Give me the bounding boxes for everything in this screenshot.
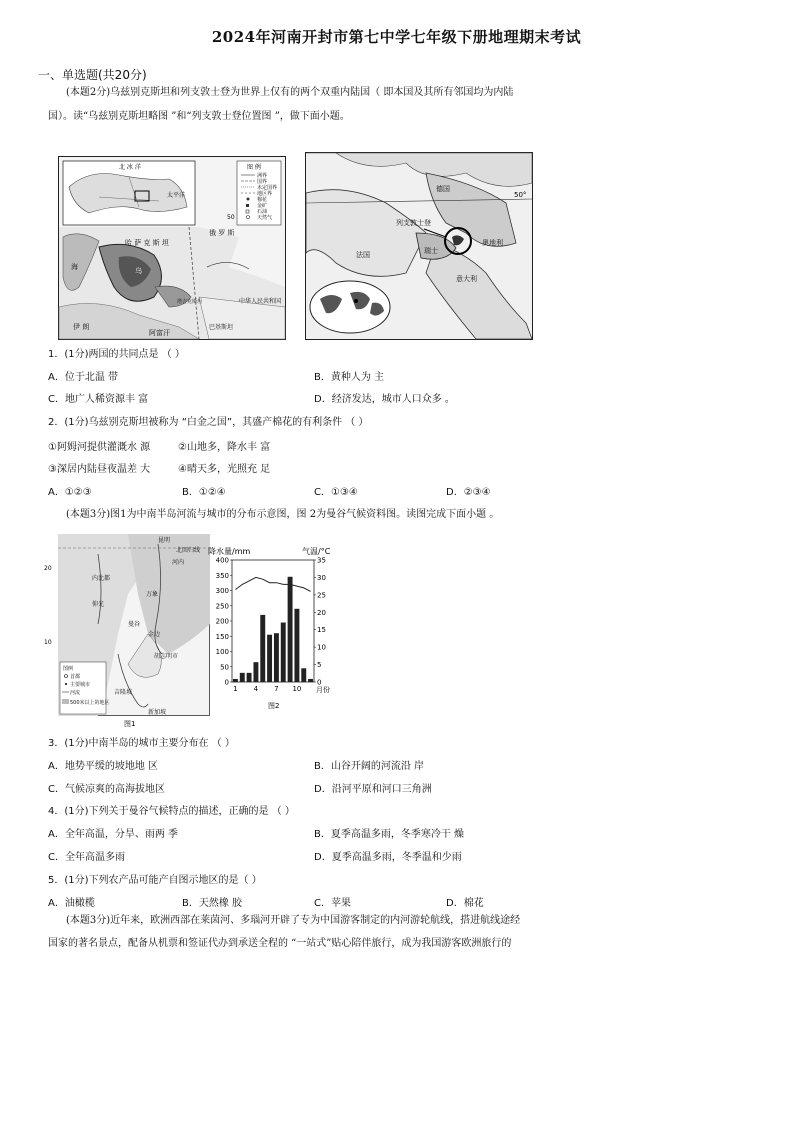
option-c[interactable]: C．全年高温多雨 bbox=[48, 852, 125, 863]
precip-bar bbox=[288, 577, 293, 682]
option-b[interactable]: B．山谷开阔的河流沿 岸 bbox=[314, 761, 425, 772]
precip-bar bbox=[274, 633, 279, 682]
map-label: 瑞士 bbox=[424, 247, 438, 255]
option-b[interactable]: B．夏季高温多雨，冬季寒冷干 燥 bbox=[314, 829, 465, 840]
right-tick-label: 30 bbox=[317, 573, 326, 582]
map-label: 哈 萨 克 斯 坦 bbox=[125, 239, 169, 247]
intro-text: 国）。读“乌兹别克斯坦略图 ”和“列支敦士登位置图 ”，做下面小题。 bbox=[48, 111, 350, 122]
x-tick-label: 7 bbox=[274, 685, 279, 693]
page-title: 2024年河南开封市第七中学七年级下册地理期末考试 bbox=[211, 28, 582, 46]
option-b[interactable]: B．天然橡 胶 bbox=[182, 898, 243, 909]
map-label: 意大利 bbox=[456, 275, 477, 283]
left-tick-label: 400 bbox=[215, 556, 229, 565]
map-label: 伊 朗 bbox=[73, 323, 90, 331]
map-label: 中华人民共和国 bbox=[239, 298, 282, 305]
map-label: 河内 bbox=[172, 559, 185, 566]
option-c[interactable]: C．气候凉爽的高海拔地区 bbox=[48, 784, 165, 795]
option-d[interactable]: D．夏季高温多雨，冬季温和少雨 bbox=[314, 852, 462, 863]
intro-text: (本题2分)乌兹别克斯坦和列支敦士登为世界上仅有的两个双重内陆国（ 即本国及其所有邻国均为内陆 bbox=[66, 87, 514, 98]
option-a[interactable]: A．全年高温，分旱、雨两 季 bbox=[48, 829, 179, 840]
liechtenstein-map bbox=[305, 152, 533, 340]
map-label: 北 冰 洋 bbox=[119, 164, 141, 171]
precip-bar bbox=[281, 623, 286, 682]
right-tick-label: 25 bbox=[317, 591, 326, 600]
map-label: 太平洋 bbox=[167, 192, 186, 199]
map-label: 海 bbox=[71, 263, 78, 271]
option-d[interactable]: D．沿河平原和河口三角洲 bbox=[314, 784, 432, 795]
question-3: 3．(1分)中南半岛的城市主要分布在 （ ） bbox=[48, 738, 235, 749]
x-tick-label: 1 bbox=[233, 685, 238, 693]
left-tick-label: 250 bbox=[215, 602, 229, 611]
map-label: 吉隆坡 bbox=[114, 689, 133, 696]
legend-item: 首都 bbox=[70, 674, 81, 680]
precip-bar bbox=[247, 673, 252, 682]
question-5: 5．(1分)下列农产品可能产自图示地区的是（ ） bbox=[48, 875, 262, 886]
figure-caption: 图2 bbox=[268, 702, 280, 710]
option-d[interactable]: D．②③④ bbox=[446, 487, 491, 498]
map-label: 阿富汗 bbox=[149, 329, 170, 337]
legend-item: 棉花 bbox=[257, 197, 268, 203]
legend-item: 石油 bbox=[257, 209, 268, 215]
map-label: 塔吉克斯坦 bbox=[177, 299, 203, 305]
legend-item: 地区界 bbox=[257, 191, 273, 197]
precip-bar bbox=[253, 662, 258, 682]
legend-item: 天然气 bbox=[257, 215, 273, 221]
question-2: 2．(1分)乌兹别克斯坦被称为 “白金之国”，其盛产棉花的有利条件 （ ） bbox=[48, 417, 369, 428]
right-tick-label: 15 bbox=[317, 626, 326, 635]
legend-item: 金矿 bbox=[257, 203, 268, 209]
precip-bar bbox=[233, 679, 238, 682]
legend-item: 国界 bbox=[257, 179, 268, 185]
left-axis-label: 降水量/mm bbox=[208, 547, 251, 556]
precip-bar bbox=[240, 673, 245, 682]
right-tick-label: 35 bbox=[317, 556, 326, 565]
climate-chart bbox=[208, 544, 340, 714]
section-heading: 一、单选题(共20分) bbox=[38, 68, 147, 82]
legend-item: 500米以上的地区 bbox=[70, 700, 110, 706]
map-label: 仰光 bbox=[92, 601, 105, 608]
plot-area bbox=[232, 560, 314, 682]
legend-title: 图例 bbox=[63, 666, 74, 672]
map-label: 北回归线 bbox=[176, 547, 201, 554]
figure-caption: 图1 bbox=[124, 720, 136, 728]
precip-bar bbox=[260, 615, 265, 682]
choice-item: ②山地多，降水丰 富 bbox=[178, 442, 271, 453]
map-label: 新加坡 bbox=[148, 709, 167, 716]
left-tick-label: 350 bbox=[215, 571, 229, 580]
option-d[interactable]: D．棉花 bbox=[446, 898, 484, 909]
map-label: 法国 bbox=[356, 251, 370, 259]
right-axis-label: 气温/°C bbox=[302, 547, 331, 556]
left-tick-label: 300 bbox=[215, 587, 229, 595]
x-tick-label: 4 bbox=[253, 685, 259, 693]
option-c[interactable]: C．地广人稀资源丰 富 bbox=[48, 394, 149, 405]
intro-text: 国家的著名景点，配备从机票和签证代办到承送全程的 “一站式”贴心陪伴旅行，成为我国游客欧洲旅行的 bbox=[48, 938, 512, 949]
legend-title: 图 例 bbox=[247, 164, 261, 171]
intro-text: (本题3分)图1为中南半岛河流与城市的分布示意图，图 2为曼谷气候资料图。读图完成下面小题 。 bbox=[66, 509, 500, 520]
right-tick-label: 5 bbox=[317, 661, 322, 670]
x-axis-label: 月份 bbox=[316, 686, 330, 694]
map-label: 昆明 bbox=[158, 537, 171, 544]
map-label: 金边 bbox=[148, 631, 161, 638]
question-4: 4．(1分)下列关于曼谷气候特点的描述，正确的是 （ ） bbox=[48, 806, 295, 817]
question-1: 1．(1分)两国的共同点是 （ ） bbox=[48, 349, 185, 360]
precip-bar bbox=[301, 668, 306, 682]
left-tick-label: 50 bbox=[220, 663, 229, 672]
legend-item: 洲界 bbox=[257, 173, 268, 179]
map-label: 俄 罗 斯 bbox=[209, 229, 235, 237]
map-label: 曼谷 bbox=[128, 621, 141, 628]
option-d[interactable]: D．经济发达，城市人口众多 。 bbox=[314, 394, 455, 405]
precip-bar bbox=[294, 609, 299, 682]
option-b[interactable]: B．黄种人为 主 bbox=[314, 372, 385, 383]
right-tick-label: 0 bbox=[317, 678, 322, 687]
map-label: 奥地利 bbox=[482, 239, 503, 247]
map-label: 内比都 bbox=[92, 575, 111, 582]
option-c[interactable]: C．苹果 bbox=[314, 898, 351, 909]
map-label: 胡志明市 bbox=[154, 653, 179, 660]
option-a[interactable]: A．油橄榄 bbox=[48, 898, 95, 909]
map-label: 列支敦士登 bbox=[396, 219, 431, 227]
legend-item: 主要城市 bbox=[70, 682, 91, 688]
option-b[interactable]: B．①②④ bbox=[182, 487, 226, 498]
choice-item: ④晴天多，光照充 足 bbox=[178, 464, 271, 475]
lat-label: 10 bbox=[44, 639, 52, 646]
x-tick-label: 10 bbox=[292, 685, 302, 693]
uzbekistan-map bbox=[58, 156, 286, 340]
legend-item: 河流 bbox=[70, 690, 81, 696]
left-tick-label: 0 bbox=[224, 678, 229, 687]
choice-item: ①阿姆河提供灌溉水 源 bbox=[48, 442, 151, 453]
right-tick-label: 20 bbox=[317, 608, 326, 617]
left-tick-label: 100 bbox=[215, 648, 229, 656]
option-a[interactable]: A．地势平缓的坡地地 区 bbox=[48, 761, 159, 772]
map-label: 万象 bbox=[146, 591, 159, 598]
left-tick-label: 200 bbox=[215, 617, 229, 626]
left-tick-label: 150 bbox=[215, 632, 229, 641]
intro-text: (本题3分)近年来，欧洲西部在莱茵河、多瑙河开辟了专为中国游客制定的内河游轮航线，搭进航线途经 bbox=[66, 915, 521, 926]
option-c[interactable]: C．①③④ bbox=[314, 487, 358, 498]
precip-bar bbox=[308, 679, 313, 682]
indochina-map bbox=[44, 534, 210, 730]
legend-item: 未定国界 bbox=[257, 185, 278, 191]
precip-bar bbox=[267, 635, 272, 682]
map-label: 巴基斯坦 bbox=[209, 324, 234, 331]
option-a[interactable]: A．位于北温 带 bbox=[48, 372, 119, 383]
lat-label: 50 bbox=[227, 214, 235, 221]
option-a[interactable]: A．①②③ bbox=[48, 487, 92, 498]
choice-item: ③深居内陆昼夜温差 大 bbox=[48, 464, 151, 475]
lat-label: 20 bbox=[44, 565, 52, 572]
map-label: 乌 bbox=[135, 267, 142, 275]
right-tick-label: 10 bbox=[317, 643, 326, 652]
map-label: 德国 bbox=[436, 185, 450, 193]
lat-label: 50° bbox=[514, 191, 527, 199]
